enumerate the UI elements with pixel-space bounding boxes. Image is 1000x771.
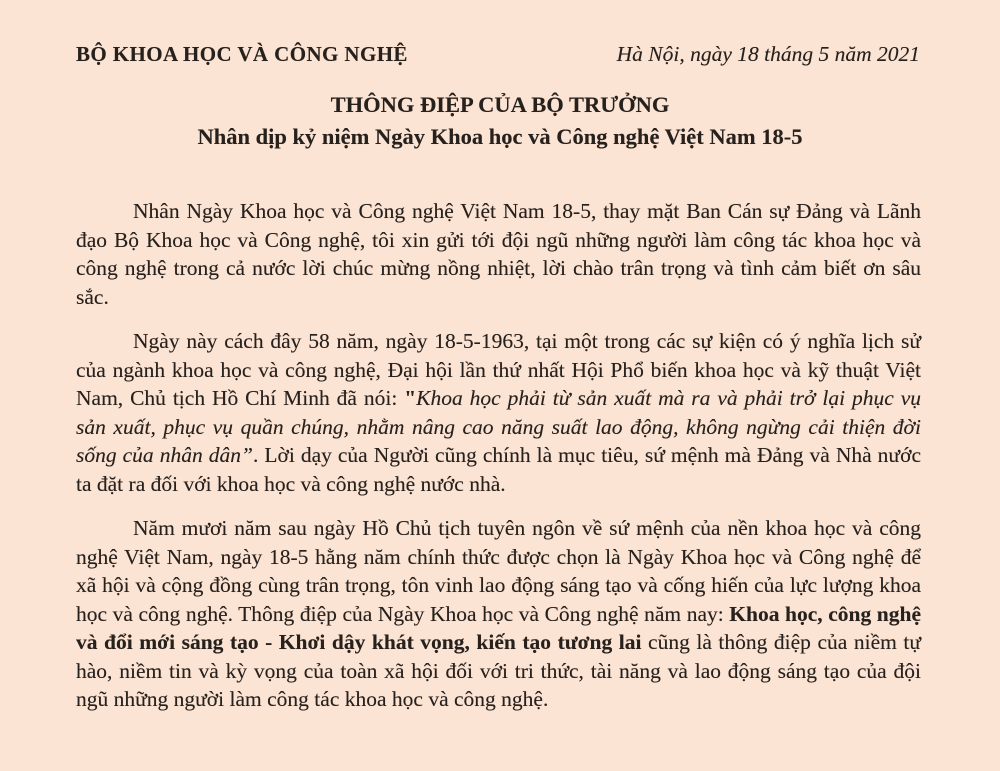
paragraph-message-tail: cũng là thông điệp của niềm tự hào, niềm tin và kỳ vọng của toàn xã hội đối với tri thức, tài năng và lao động sáng tạo của đội ngũ những người làm công tác khoa học và công nghệ. bbox=[76, 630, 921, 711]
paragraph-history bbox=[76, 327, 921, 498]
ho-chi-minh-quote: Khoa học phải từ sản xuất mà ra và phải trở lại phục vụ sản xuất, phục vụ quần chúng, nhằm nâng cao năng suất lao động, không ngừng cải thiện đời sống của nhân dân” bbox=[76, 386, 921, 467]
paragraph-history-lead: Ngày này cách đây 58 năm, ngày 18-5-1963, tại một trong các sự kiện có ý nghĩa lịch sử của ngành khoa học và công nghệ, Đại hội lần thứ nhất Hội Phổ biến khoa học và kỹ thuật Việt Nam, Chủ tịch Hồ Chí Minh đã nói: bbox=[76, 329, 921, 410]
paragraph-greeting bbox=[76, 197, 921, 311]
document-subtitle: Nhân dịp kỷ niệm Ngày Khoa học và Công nghệ Việt Nam 18-5 bbox=[197, 124, 803, 149]
theme-slogan: Khoa học, công nghệ và đổi mới sáng tạo - Khơi dậy khát vọng, kiến tạo tương lai bbox=[76, 601, 921, 654]
quote-open-mark: " bbox=[404, 386, 417, 410]
title-block bbox=[0, 90, 1000, 152]
place-date-line: Hà Nội, ngày 18 tháng 5 năm 2021 bbox=[616, 42, 920, 66]
paragraph-message bbox=[76, 514, 921, 714]
paragraph-greeting-text: Nhân Ngày Khoa học và Công nghệ Việt Nam 18-5, thay mặt Ban Cán sự Đảng và Lãnh đạo Bộ Khoa học và Công nghệ, tôi xin gửi tới đội ngũ những người làm công tác khoa học và công nghệ trong cả nước lời chúc mừng nồng nhiệt, lời chào trân trọng và tình cảm biết ơn sâu sắc. bbox=[76, 199, 921, 309]
document-header bbox=[0, 0, 1000, 67]
paragraph-message-lead: Năm mươi năm sau ngày Hồ Chủ tịch tuyên ngôn về sứ mệnh của nền khoa học và công nghệ Việt Nam, ngày 18-5 hằng năm chính thức được chọn là Ngày Khoa học và Công nghệ để xã hội và cộng đồng cùng trân trọng, tôn vinh lao động sáng tạo và cống hiến của lực lượng khoa học và công nghệ. Thông điệp của Ngày Khoa học và Công nghệ năm nay: bbox=[76, 516, 921, 626]
document-title: THÔNG ĐIỆP CỦA BỘ TRƯỞNG bbox=[330, 92, 670, 117]
document-body bbox=[0, 197, 1000, 714]
issuing-agency-name: BỘ KHOA HỌC VÀ CÔNG NGHỆ bbox=[76, 42, 408, 66]
paragraph-history-tail: . Lời dạy của Người cũng chính là mục tiêu, sứ mệnh mà Đảng và Nhà nước ta đặt ra đối với khoa học và công nghệ nước nhà. bbox=[76, 443, 921, 496]
